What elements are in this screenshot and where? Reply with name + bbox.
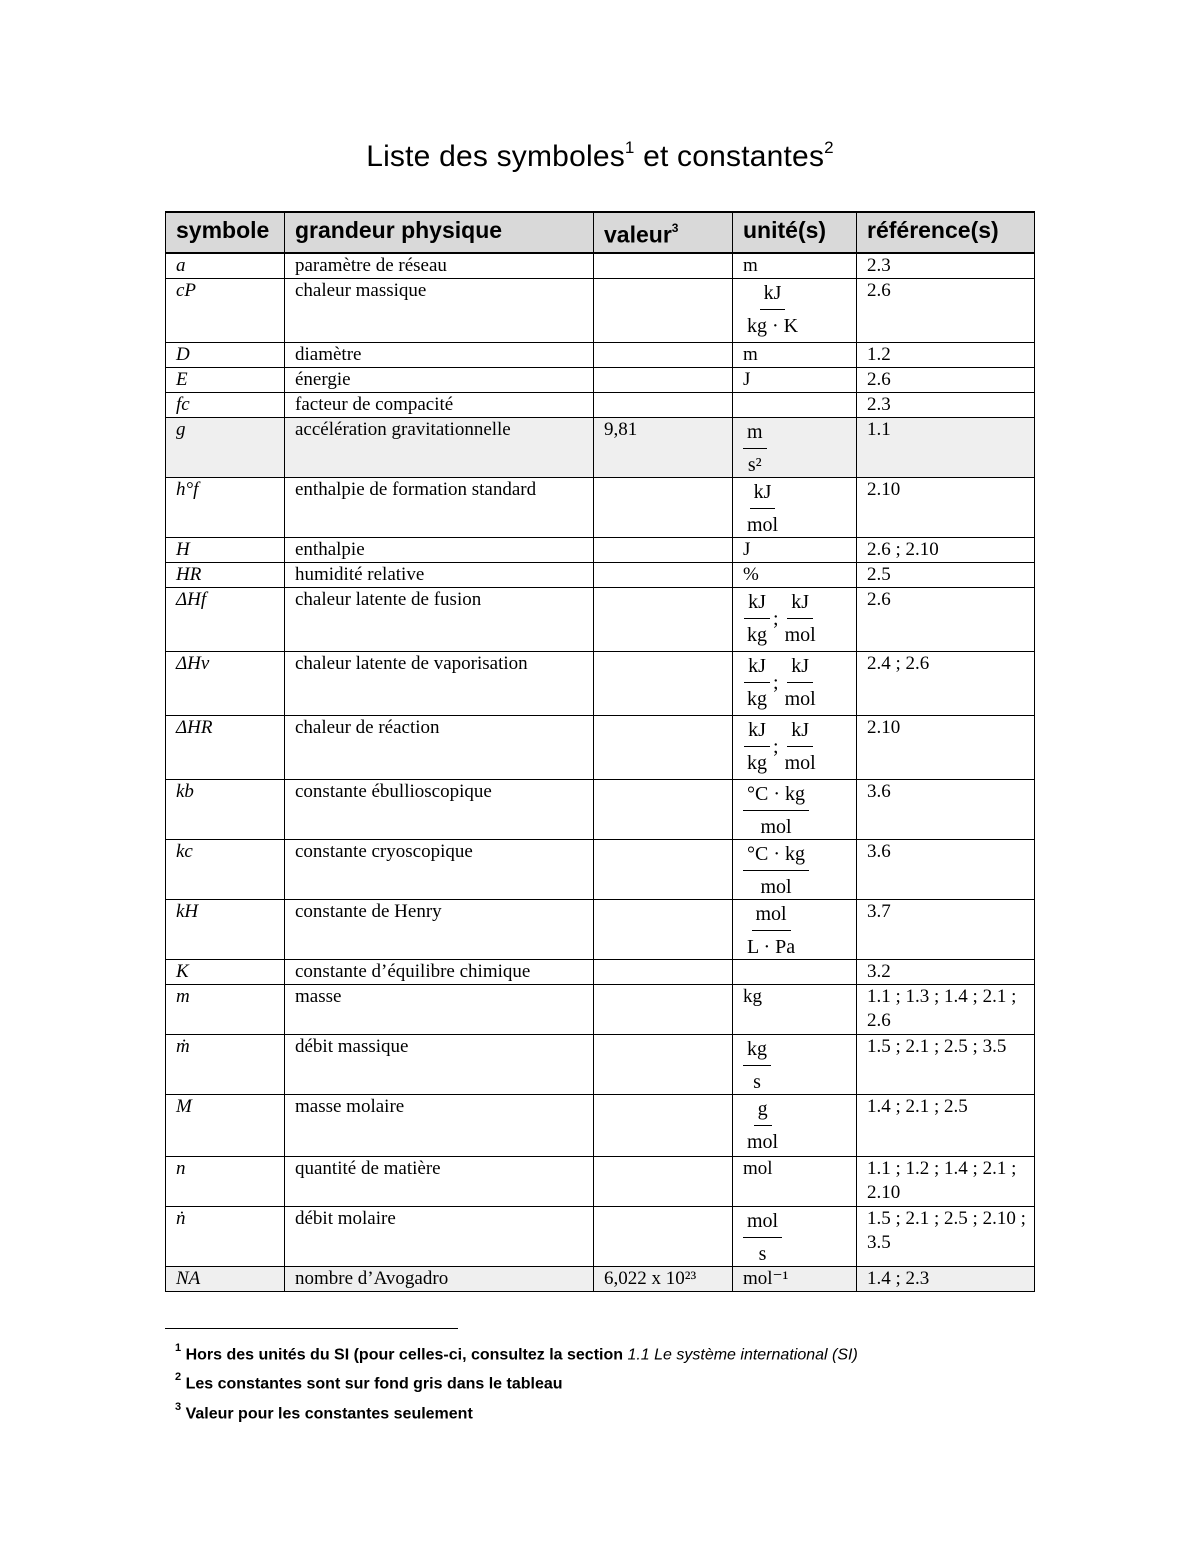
value-cell (594, 1034, 733, 1094)
references-cell: 1.1 ; 1.3 ; 1.4 ; 2.1 ; 2.6 (857, 984, 1035, 1034)
value-cell (594, 959, 733, 984)
value-cell (594, 779, 733, 839)
unit-cell (733, 839, 857, 899)
value-cell (594, 562, 733, 587)
quantity-cell: quantité de matière (285, 1156, 594, 1206)
unit-denominator: mol (784, 623, 816, 646)
unit-cell (733, 651, 857, 715)
references-cell: 2.3 (857, 253, 1035, 279)
table-row (166, 715, 1035, 779)
unit-numerator: kJ (787, 590, 813, 619)
unit-cell (733, 477, 857, 537)
value-cell (594, 367, 733, 392)
unit-numerator: kJ (750, 480, 776, 509)
unit-text: kg (743, 985, 762, 1007)
unit-fraction-group (743, 1209, 782, 1266)
unit-numerator: kJ (744, 654, 770, 683)
footnote (175, 1397, 858, 1426)
unit-fraction-group (743, 718, 820, 775)
unit-cell (733, 392, 857, 417)
unit-fraction (743, 1037, 771, 1094)
references-cell: 3.6 (857, 839, 1035, 899)
quantity-cell: énergie (285, 367, 594, 392)
header-references: référence(s) (857, 212, 1035, 253)
unit-numerator: kJ (744, 718, 770, 747)
unit-fraction-group (743, 281, 802, 338)
page-title (0, 140, 1200, 174)
unit-denominator: L · Pa (747, 935, 796, 958)
quantity-cell: constante de Henry (285, 899, 594, 959)
value-cell (594, 715, 733, 779)
unit-cell (733, 417, 857, 477)
title-footnote-mark-1: 1 (624, 138, 635, 157)
footnote-mark: 2 (175, 1371, 182, 1384)
unit-fraction-group (743, 902, 799, 959)
symbol-cell: M (166, 1094, 285, 1156)
value-cell (594, 839, 733, 899)
quantity-cell: chaleur massique (285, 278, 594, 342)
unit-text: m (743, 254, 758, 276)
symbol-cell: kH (166, 899, 285, 959)
symbol-cell: g (166, 417, 285, 477)
unit-numerator: mol (752, 902, 791, 931)
unit-numerator: °C · kg (743, 842, 809, 871)
unit-denominator: kg (747, 751, 767, 774)
unit-text: J (743, 368, 751, 390)
unit-denominator: kg (747, 687, 767, 710)
unit-fraction-group (743, 654, 820, 711)
unit-text: mol⁻¹ (743, 1267, 789, 1289)
unit-fraction-group (743, 420, 767, 477)
symbol-cell: a (166, 253, 285, 279)
unit-numerator: m (743, 420, 767, 449)
symbol-cell: n (166, 1156, 285, 1206)
table-row (166, 959, 1035, 984)
unit-fraction (743, 281, 802, 338)
symbol-cell: kc (166, 839, 285, 899)
symbol-cell: HR (166, 562, 285, 587)
title-text-2: et constantes (634, 140, 825, 173)
unit-denominator: mol (747, 513, 779, 536)
unit-cell (733, 562, 857, 587)
quantity-cell: accélération gravitationnelle (285, 417, 594, 477)
value-cell (594, 253, 733, 279)
footnotes (175, 1338, 858, 1426)
value-cell (594, 587, 733, 651)
unit-cell (733, 899, 857, 959)
unit-cell (733, 253, 857, 279)
quantity-cell: enthalpie (285, 537, 594, 562)
references-cell: 2.3 (857, 392, 1035, 417)
quantity-cell: débit molaire (285, 1206, 594, 1266)
footnote-mark: 1 (175, 1342, 182, 1354)
quantity-cell: constante d’équilibre chimique (285, 959, 594, 984)
unit-cell (733, 1206, 857, 1266)
quantity-cell: humidité relative (285, 562, 594, 587)
unit-fraction (743, 654, 771, 711)
unit-fraction (743, 1209, 782, 1266)
symbol-cell: m (166, 984, 285, 1034)
symbol-cell: ΔHv (166, 651, 285, 715)
unit-cell (733, 779, 857, 839)
unit-text: % (743, 563, 759, 585)
unit-denominator: kg (747, 623, 767, 646)
unit-text: mol (743, 1157, 773, 1179)
unit-separator: ; (773, 672, 779, 695)
table-row (166, 417, 1035, 477)
symbol-cell: K (166, 959, 285, 984)
unit-numerator: kg (743, 1037, 771, 1066)
value-cell (594, 342, 733, 367)
unit-denominator: mol (784, 751, 816, 774)
references-cell: 3.7 (857, 899, 1035, 959)
quantity-cell: diamètre (285, 342, 594, 367)
references-cell: 1.5 ; 2.1 ; 2.5 ; 3.5 (857, 1034, 1035, 1094)
quantity-cell: constante ébullioscopique (285, 779, 594, 839)
value-cell (594, 899, 733, 959)
header-valeur-footnote-mark: 3 (671, 221, 679, 235)
table-row (166, 779, 1035, 839)
unit-numerator: kJ (760, 281, 786, 310)
unit-fraction-group (743, 842, 809, 899)
quantity-cell: chaleur de réaction (285, 715, 594, 779)
symbol-cell: h°f (166, 477, 285, 537)
unit-numerator: kJ (744, 590, 770, 619)
references-cell: 1.5 ; 2.1 ; 2.5 ; 2.10 ; 3.5 (857, 1206, 1035, 1266)
table-row (166, 1266, 1035, 1291)
value-cell (594, 1206, 733, 1266)
title-footnote-mark-2: 2 (824, 138, 834, 157)
value-cell: 9,81 (594, 417, 733, 477)
symbol-cell: kb (166, 779, 285, 839)
unit-cell (733, 715, 857, 779)
value-cell (594, 537, 733, 562)
header-valeur (594, 212, 733, 253)
header-unites: unité(s) (733, 212, 857, 253)
symbol-cell: fc (166, 392, 285, 417)
value-cell (594, 984, 733, 1034)
unit-fraction (743, 842, 809, 899)
unit-fraction (781, 590, 820, 647)
table-row (166, 984, 1035, 1034)
quantity-cell: constante cryoscopique (285, 839, 594, 899)
references-cell: 1.2 (857, 342, 1035, 367)
table-row (166, 1206, 1035, 1266)
unit-cell (733, 1094, 857, 1156)
references-cell: 2.6 ; 2.10 (857, 537, 1035, 562)
unit-fraction-group (743, 782, 809, 839)
footnote-reference: 1.1 Le système international (SI) (627, 1346, 858, 1364)
references-cell: 3.6 (857, 779, 1035, 839)
quantity-cell: nombre d’Avogadro (285, 1266, 594, 1291)
references-cell: 1.4 ; 2.3 (857, 1266, 1035, 1291)
unit-denominator: s (753, 1070, 761, 1093)
unit-cell (733, 959, 857, 984)
table-row (166, 1094, 1035, 1156)
references-cell: 1.4 ; 2.1 ; 2.5 (857, 1094, 1035, 1156)
table-row (166, 392, 1035, 417)
unit-text: m (743, 343, 758, 365)
unit-cell (733, 1156, 857, 1206)
unit-denominator: s² (747, 453, 762, 476)
unit-denominator: mol (760, 875, 792, 898)
footnote (175, 1367, 858, 1396)
quantity-cell: enthalpie de formation standard (285, 477, 594, 537)
quantity-cell: masse molaire (285, 1094, 594, 1156)
symbol-cell: ṁ (166, 1034, 285, 1094)
quantity-cell: chaleur latente de fusion (285, 587, 594, 651)
unit-fraction (743, 1097, 782, 1154)
symbols-table (165, 211, 1035, 1292)
symbol-cell: ΔHR (166, 715, 285, 779)
unit-cell (733, 367, 857, 392)
unit-fraction (743, 480, 782, 537)
unit-cell (733, 537, 857, 562)
references-cell: 2.10 (857, 715, 1035, 779)
header-valeur-label: valeur (604, 221, 672, 248)
table-row (166, 278, 1035, 342)
unit-fraction-group (743, 1037, 771, 1094)
symbol-cell: H (166, 537, 285, 562)
footnote-text: Valeur pour les constantes seulement (181, 1404, 473, 1422)
unit-fraction (743, 902, 799, 959)
value-cell: 6,022 x 10²³ (594, 1266, 733, 1291)
footnote (175, 1338, 858, 1367)
value-cell (594, 1156, 733, 1206)
table-body (166, 253, 1035, 1292)
table-row (166, 562, 1035, 587)
header-grandeur: grandeur physique (285, 212, 594, 253)
references-cell: 2.6 (857, 278, 1035, 342)
title-text: Liste des symboles (366, 140, 625, 173)
unit-cell (733, 278, 857, 342)
unit-fraction (743, 718, 771, 775)
value-cell (594, 1094, 733, 1156)
table-header-row (166, 212, 1035, 253)
unit-text: J (743, 538, 751, 560)
symbol-cell: E (166, 367, 285, 392)
references-cell: 2.5 (857, 562, 1035, 587)
unit-denominator: mol (784, 687, 816, 710)
footnote-text: Hors des unités du SI (pour celles-ci, consultez la section (181, 1346, 628, 1364)
references-cell: 1.1 (857, 417, 1035, 477)
unit-fraction (781, 718, 820, 775)
unit-numerator: °C · kg (743, 782, 809, 811)
symbol-cell: NA (166, 1266, 285, 1291)
value-cell (594, 392, 733, 417)
footnote-text: Les constantes sont sur fond gris dans le tableau (181, 1375, 563, 1393)
symbol-cell: ṅ (166, 1206, 285, 1266)
references-cell: 3.2 (857, 959, 1035, 984)
quantity-cell: chaleur latente de vaporisation (285, 651, 594, 715)
references-cell: 2.10 (857, 477, 1035, 537)
unit-cell (733, 587, 857, 651)
symbol-cell: cP (166, 278, 285, 342)
unit-cell (733, 1034, 857, 1094)
table-row (166, 342, 1035, 367)
table-row (166, 839, 1035, 899)
unit-separator: ; (773, 608, 779, 631)
table-row (166, 537, 1035, 562)
unit-fraction-group (743, 480, 782, 537)
unit-denominator: s (758, 1242, 767, 1265)
table-row (166, 587, 1035, 651)
unit-fraction (781, 654, 820, 711)
table-row (166, 1034, 1035, 1094)
unit-numerator: g (754, 1097, 772, 1126)
unit-cell (733, 1266, 857, 1291)
unit-numerator: mol (743, 1209, 782, 1238)
unit-numerator: kJ (787, 718, 813, 747)
value-cell (594, 278, 733, 342)
references-cell: 1.1 ; 1.2 ; 1.4 ; 2.1 ; 2.10 (857, 1156, 1035, 1206)
references-cell: 2.6 (857, 367, 1035, 392)
table-row (166, 651, 1035, 715)
unit-denominator: mol (747, 1130, 779, 1153)
unit-cell (733, 984, 857, 1034)
quantity-cell: facteur de compacité (285, 392, 594, 417)
unit-denominator: kg · K (747, 314, 799, 337)
references-cell: 2.6 (857, 587, 1035, 651)
table-row (166, 1156, 1035, 1206)
quantity-cell: masse (285, 984, 594, 1034)
header-symbole: symbole (166, 212, 285, 253)
unit-separator: ; (773, 736, 779, 759)
quantity-cell: débit massique (285, 1034, 594, 1094)
table-row (166, 253, 1035, 279)
unit-fraction (743, 782, 809, 839)
unit-cell (733, 342, 857, 367)
quantity-cell: paramètre de réseau (285, 253, 594, 279)
footnote-mark: 3 (175, 1400, 182, 1413)
symbol-cell: ΔHf (166, 587, 285, 651)
value-cell (594, 477, 733, 537)
value-cell (594, 651, 733, 715)
footnote-separator (165, 1328, 458, 1329)
unit-numerator: kJ (787, 654, 813, 683)
table-row (166, 899, 1035, 959)
unit-fraction (743, 420, 767, 477)
unit-fraction-group (743, 1097, 782, 1154)
unit-denominator: mol (760, 815, 792, 838)
unit-fraction-group (743, 590, 820, 647)
table-row (166, 477, 1035, 537)
symbol-cell: D (166, 342, 285, 367)
table-row (166, 367, 1035, 392)
references-cell: 2.4 ; 2.6 (857, 651, 1035, 715)
unit-fraction (743, 590, 771, 647)
